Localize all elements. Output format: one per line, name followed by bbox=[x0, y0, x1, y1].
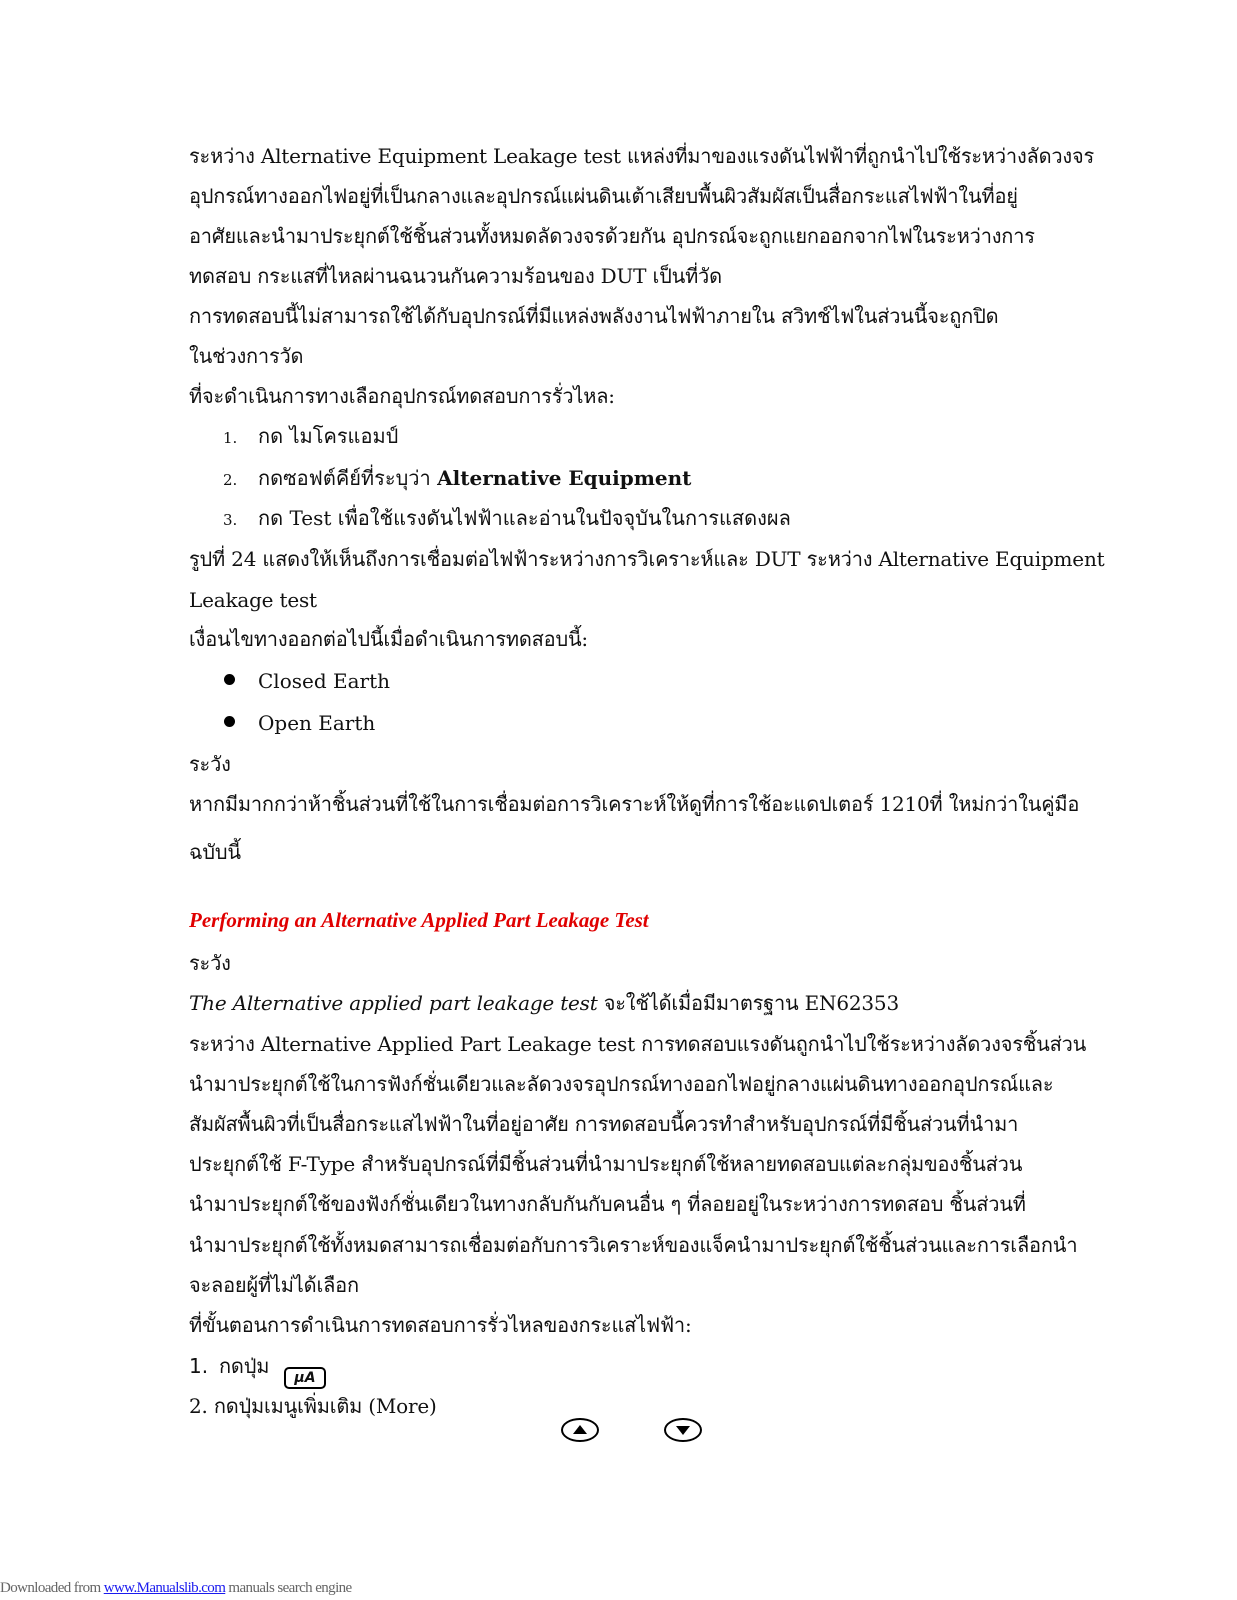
paragraph-line: ฉบับนี้ bbox=[189, 840, 241, 864]
step-number: 1. bbox=[223, 429, 238, 447]
step-text: กด ไมโครแอมป์ bbox=[258, 424, 399, 448]
down-arrow-key-icon bbox=[664, 1418, 702, 1442]
up-arrow-key-icon bbox=[561, 1418, 599, 1442]
caution-label: ระวัง bbox=[189, 752, 231, 776]
paragraph-line: ในช่วงการวัด bbox=[189, 344, 304, 368]
step-number: 2. bbox=[223, 471, 238, 489]
paragraph-line: นำมาประยุกต์ใช้ของฟังก์ชั่นเดียวในทางกลับกันกับคนอื่น ๆ ที่ลอยอยู่ในระหว่างการทดสอบ ชิ้นส่วนที่ bbox=[189, 1192, 1026, 1216]
paragraph-line: ประยุกต์ใช้ F-Type สำหรับอุปกรณ์ที่มีชิ้นส่วนที่นำมาประยุกต์ใช้หลายทดสอบแต่ละกลุ่มของชิ้นส่วน bbox=[189, 1152, 1023, 1176]
step-number: 1. bbox=[189, 1354, 209, 1378]
footer-prefix: Downloaded from bbox=[0, 1580, 104, 1596]
paragraph-line: อุปกรณ์ทางออกไฟอยู่ที่เป็นกลางและอุปกรณ์แผ่นดินเต้าเสียบพื้นผิวสัมผัสเป็นสื่อกระแสไฟฟ้าในที่อยู่ bbox=[189, 184, 1018, 208]
paragraph-line: อาศัยและนำมาประยุกต์ใช้ชิ้นส่วนทั้งหมดลัดวงจรด้วยกัน อุปกรณ์จะถูกแยกออกจากไฟในระหว่างการ bbox=[189, 224, 1035, 248]
caution-label: ระวัง bbox=[189, 951, 231, 975]
paragraph-line: ระหว่าง Alternative Equipment Leakage test แหล่งที่มาของแรงดันไฟฟ้าที่ถูกนำไปใช้ระหว่างลัดวงจร bbox=[189, 144, 1095, 168]
bullet-dot bbox=[224, 674, 235, 685]
download-footer bbox=[0, 1578, 352, 1598]
bullet-text: Open Earth bbox=[258, 711, 376, 735]
bullet-text: Closed Earth bbox=[258, 669, 391, 693]
paragraph-line: นำมาประยุกต์ใช้ทั้งหมดสามารถเชื่อมต่อกับการวิเคราะห์ของแจ็คนำมาประยุกต์ใช้ชิ้นส่วนและการเลือกนำ bbox=[189, 1233, 1078, 1257]
bullet-dot bbox=[224, 716, 235, 727]
paragraph-line: จะลอยผู้ที่ไม่ได้เลือก bbox=[189, 1273, 359, 1297]
paragraph-line: ที่ขั้นตอนการดำเนินการทดสอบการรั่วไหลของกระแสไฟฟ้า: bbox=[189, 1313, 692, 1337]
note-line bbox=[189, 990, 899, 1016]
paragraph-line: สัมผัสพื้นผิวที่เป็นสื่อกระแสไฟฟ้าในที่อยู่อาศัย การทดสอบนี้ควรทำสำหรับอุปกรณ์ที่มีชิ้นส่วนที่นำมา bbox=[189, 1112, 1019, 1136]
paragraph-line: ระหว่าง Alternative Applied Part Leakage test การทดสอบแรงดันถูกนำไปใช้ระหว่างลัดวงจรชิ้นส่วน bbox=[189, 1032, 1087, 1056]
paragraph-line: Leakage test bbox=[189, 588, 317, 612]
step-number: 3. bbox=[223, 511, 238, 529]
step-text: 2. กดปุ่มเมนูเพิ่มเติม (More) bbox=[189, 1394, 437, 1418]
paragraph-line: หากมีมากกว่าห้าชิ้นส่วนที่ใช้ในการเชื่อมต่อการวิเคราะห์ให้ดูที่การใช้อะแดปเตอร์ 1210ที่ ใหม่กว่าในคู่มือ bbox=[189, 792, 1080, 816]
note-italic: The Alternative applied part leakage test bbox=[189, 991, 598, 1015]
paragraph-line: ที่จะดำเนินการทางเลือกอุปกรณ์ทดสอบการรั่วไหล: bbox=[189, 384, 615, 408]
step-text: กด Test เพื่อใช้แรงดันไฟฟ้าและอ่านในปัจจุบันในการแสดงผล bbox=[258, 506, 791, 530]
paragraph-line: รูปที่ 24 แสดงให้เห็นถึงการเชื่อมต่อไฟฟ้าระหว่างการวิเคราะห์และ DUT ระหว่าง Alternative Equipment bbox=[189, 547, 1105, 571]
step-text-bold: Alternative Equipment bbox=[437, 466, 692, 490]
step-text bbox=[258, 465, 691, 491]
paragraph-line: เงื่อนไขทางออกต่อไปนี้เมื่อดำเนินการทดสอบนี้: bbox=[189, 627, 588, 651]
paragraph-line: นำมาประยุกต์ใช้ในการฟังก์ชั่นเดียวและลัดวงจรอุปกรณ์ทางออกไฟอยู่กลางแผ่นดินทางออกอุปกรณ์และ bbox=[189, 1072, 1054, 1096]
footer-suffix: manuals search engine bbox=[225, 1580, 352, 1596]
section-heading: Performing an Alternative Applied Part Leakage Test bbox=[189, 908, 649, 932]
step-text: กดปุ่ม bbox=[219, 1354, 270, 1378]
paragraph-line: การทดสอบนี้ไม่สามารถใช้ได้กับอุปกรณ์ที่มีแหล่งพลังงานไฟฟ้าภายใน สวิทช์ไฟในส่วนนี้จะถูกปิด bbox=[189, 304, 999, 328]
manualslib-link[interactable]: www.Manualslib.com bbox=[103, 1580, 226, 1596]
step-text-plain: กดซอฟต์คีย์ที่ระบุว่า bbox=[258, 466, 438, 490]
microamp-key-icon: μA bbox=[284, 1367, 326, 1389]
paragraph-line: ทดสอบ กระแสที่ไหลผ่านฉนวนกันความร้อนของ DUT เป็นที่วัด bbox=[189, 264, 722, 288]
note-rest: จะใช้ได้เมื่อมีมาตรฐาน EN62353 bbox=[597, 991, 899, 1015]
